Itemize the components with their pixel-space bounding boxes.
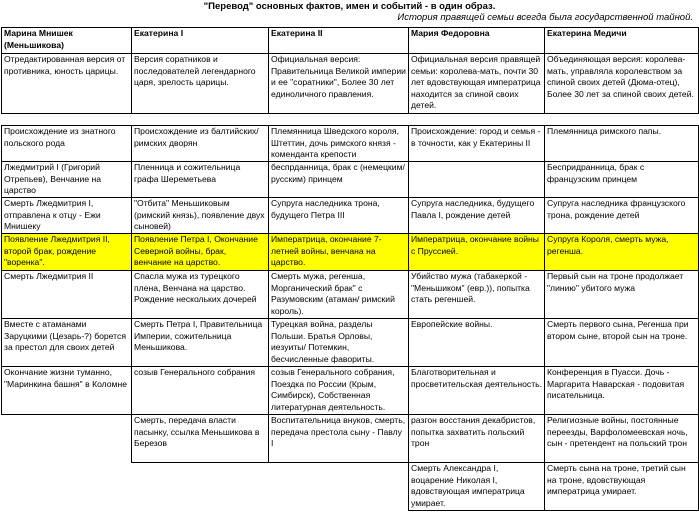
table-cell: Смерть Петра I, Правительница Империи, сожительница Меньшикова. xyxy=(132,319,269,367)
table-cell: Появление Петра I, Окончание Северной войны, брак, венчание на царство. xyxy=(132,234,269,271)
table-cell: беспрданница, брак с (немецким/ русским) принцем xyxy=(269,162,409,198)
table-cell: Убийство мужа (табакеркой - "Меньшиком" (евр.)), попытка стать регеншей. xyxy=(409,271,545,319)
table-header-row xyxy=(2,28,699,54)
table-cell: Супруга Короля, смерть мужа, регенша. xyxy=(545,234,699,271)
table-cell: Вместе с атаманами Заруцкими (Цезарь-?) борется за престол для своих детей xyxy=(2,319,132,367)
header-ekaterina-2: Екатерина II xyxy=(269,28,409,54)
page-title: "Перевод" основных фактов, имен и событий - в один образ. xyxy=(203,1,496,12)
table-cell: Супруга наследника трона, будущего Петра III xyxy=(269,198,409,234)
table-spacer-row xyxy=(2,114,699,126)
table-cell: Окончание жизни туманно, "Маринкина башня" в Коломне xyxy=(2,367,132,415)
table-cell: Смерть сына на троне, третий сын на троне, вдовствующая императрица умирает. xyxy=(545,463,699,511)
table-cell: Лжедмитрий I (Григорий Отрепьев), Венчание на царство xyxy=(2,162,132,198)
table-cell-empty xyxy=(269,463,409,511)
table-cell: Происхождение из знатного польского рода xyxy=(2,126,132,162)
table-cell: Происхождение из балтийских/римских дворян xyxy=(132,126,269,162)
table-cell-empty xyxy=(132,463,269,511)
table-cell: Конференция в Пуасси. Дочь - Маргарита Наварская - подовитая писательница. xyxy=(545,367,699,415)
header-marina-mnishek: Марина Мнишек (Меньшикова) xyxy=(2,28,132,54)
table-cell: Происхождение: город и семья - в точности, как у Екатерины II xyxy=(409,126,545,162)
table-row xyxy=(2,54,699,114)
table-cell: Смерть мужа, регенша, Морганический брак" с Разумовским (атаман/ римский король). xyxy=(269,271,409,319)
table-cell xyxy=(409,162,545,198)
table-row xyxy=(2,415,699,463)
table-cell: созыв Генерального собрания, Поездка по России (Крым, Симбирск), Собственная литературная деятельность. xyxy=(269,367,409,415)
table-cell: Европейские войны. xyxy=(409,319,545,367)
table-cell: Супруга наследника французского трона, рождение детей xyxy=(545,198,699,234)
table-cell: Смерть Лжедмитрия I, отправлена к отцу - Ежи Мнишеку xyxy=(2,198,132,234)
table-row xyxy=(2,463,699,511)
table-cell: Племянница Шведского короля, Штеттин, дочь римского князя - коменданта крепости xyxy=(269,126,409,162)
table-cell: Смерть Александра I, воцарение Николая I, вдовствующая императрица умирает. xyxy=(409,463,545,511)
table-cell: Смерть, передача власти пасынку, ссылка Меньшикова в Березов xyxy=(132,415,269,463)
table-cell: Объединяющая версия: королева-мать, управляла королевством за спиной своих детей (Дюма-отец), Более 30 лет за спиной своих детей. xyxy=(545,54,699,114)
table-cell: Официальная версия: Правительница Великой империи и ее "соратники", Более 30 лет единоличного правления. xyxy=(269,54,409,114)
table-cell: Спасла мужа из турецкого плена, Венчана на царство. Рождение нескольких дочерей xyxy=(132,271,269,319)
table-cell: Версия соратников и последователей легендарного царя, зрелость царицы. xyxy=(132,54,269,114)
table-cell: Супруга наследника, будущего Павла I, рождение детей xyxy=(409,198,545,234)
table-cell: Официальная версия правящей семьи: королева-мать, почти 30 лет вдовствующая императрица находится за спиной своих детей. xyxy=(409,54,545,114)
header-maria-fedorovna: Мария Федоровна xyxy=(409,28,545,54)
page-subtitle: История правящей семьи всегда была государственной тайной. xyxy=(397,12,693,23)
table-cell: Смерть первого сына, Регенша при втором сыне, второй сын на троне. xyxy=(545,319,699,367)
header-ekaterina-1: Екатерина I xyxy=(132,28,269,54)
table-cell: Беспридранница, брак с французским принцем xyxy=(545,162,699,198)
table-row xyxy=(2,271,699,319)
table-cell: Отредактированная версия от противника, юность царицы. xyxy=(2,54,132,114)
comparison-table xyxy=(1,27,699,511)
table-cell: "Отбита" Меньшиковым (римский князь), появление двух сыновей) xyxy=(132,198,269,234)
table-row xyxy=(2,162,699,198)
table-row xyxy=(2,198,699,234)
table-row xyxy=(2,367,699,415)
table-cell: Турецкая война, разделы Польши. Братья Орловы, иезуиты/ Потемкин, бесчисленные фавориты. xyxy=(269,319,409,367)
table-cell: Религиозные войны, постоянные переезды, Варфоломеевская ночь, сын - претендент на польский трон xyxy=(545,415,699,463)
table-row-highlighted xyxy=(2,234,699,271)
table-cell: Воспитательница внуков, смерть, передача престола сыну - Павлу I xyxy=(269,415,409,463)
table-cell: Первый сын на троне продолжает "линию" убитого мужа xyxy=(545,271,699,319)
table-cell: Появление Лжедмитрия II, второй брак, рождение "воренка". xyxy=(2,234,132,271)
table-cell: Смерть Лжедмитрия II xyxy=(2,271,132,319)
table-cell: созыв Генерального собрания xyxy=(132,367,269,415)
table-row xyxy=(2,126,699,162)
table-cell: Пленница и сожительница графа Шереметьева xyxy=(132,162,269,198)
table-cell: Благотворительная и просветительская деятельность. xyxy=(409,367,545,415)
table-cell: Племянница римского папы. xyxy=(545,126,699,162)
table-row xyxy=(2,319,699,367)
table-cell-empty xyxy=(2,463,132,511)
table-cell: разгон восстания декабристов, попытка захватить польский трон xyxy=(409,415,545,463)
table-cell: Императрица, окончание 7-летней войны, венчана на царство. xyxy=(269,234,409,271)
table-cell: Императрица, окончание войны с Пруссией. xyxy=(409,234,545,271)
table-cell-empty xyxy=(2,415,132,463)
header-ekaterina-medici: Екатерина Медичи xyxy=(545,28,699,54)
